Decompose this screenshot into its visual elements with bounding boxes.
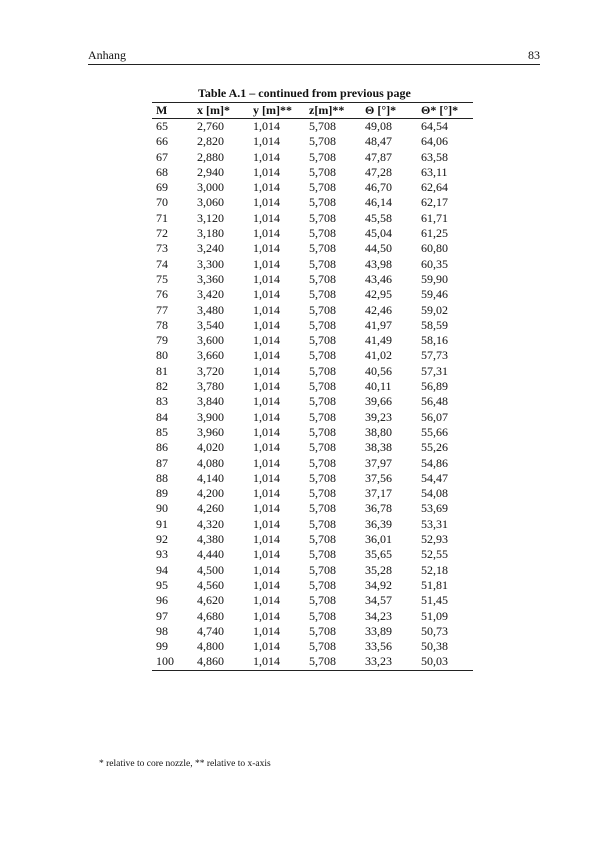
table-cell: 95 xyxy=(156,577,168,592)
table-cell: 4,860 xyxy=(197,654,224,669)
table-cell: 4,680 xyxy=(197,608,224,623)
table-cell: 34,57 xyxy=(365,593,392,608)
table-row xyxy=(152,379,473,394)
table-row xyxy=(152,318,473,333)
table-cell: 1,014 xyxy=(253,455,280,470)
table-cell: 5,708 xyxy=(309,639,336,654)
table-cell: 5,708 xyxy=(309,532,336,547)
table-cell: 100 xyxy=(156,654,174,669)
table-cell: 93 xyxy=(156,547,168,562)
table-cell: 51,81 xyxy=(421,577,448,592)
table-cell: 1,014 xyxy=(253,180,280,195)
table-cell: 5,708 xyxy=(309,241,336,256)
table-cell: 1,014 xyxy=(253,608,280,623)
table-cell: 4,620 xyxy=(197,593,224,608)
table-row xyxy=(152,226,473,241)
table-cell: 45,58 xyxy=(365,210,392,225)
table-cell: 4,260 xyxy=(197,501,224,516)
table-cell: 5,708 xyxy=(309,608,336,623)
table-cell: 5,708 xyxy=(309,226,336,241)
table-cell: 62,17 xyxy=(421,195,448,210)
table-row xyxy=(152,609,473,624)
table-body xyxy=(152,119,473,671)
table-cell: 94 xyxy=(156,562,168,577)
table-row xyxy=(152,333,473,348)
table-cell: 36,78 xyxy=(365,501,392,516)
table-row xyxy=(152,563,473,578)
table-cell: 4,800 xyxy=(197,639,224,654)
column-header-theta-star: Θ* [°]* xyxy=(421,103,459,117)
table-cell: 58,59 xyxy=(421,317,448,332)
table-cell: 33,23 xyxy=(365,654,392,669)
table-cell: 71 xyxy=(156,210,168,225)
table-cell: 3,840 xyxy=(197,394,224,409)
table-cell: 86 xyxy=(156,440,168,455)
table-cell: 1,014 xyxy=(253,317,280,332)
table-cell: 3,420 xyxy=(197,287,224,302)
table-cell: 5,708 xyxy=(309,501,336,516)
table-cell: 1,014 xyxy=(253,623,280,638)
table-cell: 3,240 xyxy=(197,241,224,256)
table-cell: 61,25 xyxy=(421,226,448,241)
table-cell: 47,87 xyxy=(365,149,392,164)
table-cell: 1,014 xyxy=(253,654,280,669)
table-cell: 2,880 xyxy=(197,149,224,164)
table-cell: 1,014 xyxy=(253,440,280,455)
table-cell: 4,740 xyxy=(197,623,224,638)
table-cell: 2,760 xyxy=(197,119,224,133)
table-cell: 97 xyxy=(156,608,168,623)
table-cell: 5,708 xyxy=(309,486,336,501)
table-cell: 41,97 xyxy=(365,317,392,332)
table-row xyxy=(152,532,473,547)
table-cell: 43,46 xyxy=(365,271,392,286)
table-cell: 78 xyxy=(156,317,168,332)
table-cell: 5,708 xyxy=(309,623,336,638)
table-cell: 1,014 xyxy=(253,333,280,348)
table-cell: 37,56 xyxy=(365,470,392,485)
table-cell: 66 xyxy=(156,134,168,149)
table-cell: 1,014 xyxy=(253,516,280,531)
table-cell: 1,014 xyxy=(253,256,280,271)
table-row xyxy=(152,425,473,440)
header-title: Anhang xyxy=(88,48,126,62)
table-cell: 34,92 xyxy=(365,577,392,592)
table-cell: 55,26 xyxy=(421,440,448,455)
table-row xyxy=(152,303,473,318)
table-cell: 40,11 xyxy=(365,379,392,394)
column-header-x: x [m]* xyxy=(197,103,230,117)
page-header xyxy=(88,48,540,65)
table-cell: 52,93 xyxy=(421,532,448,547)
table-cell: 63,11 xyxy=(421,164,448,179)
table-cell: 57,31 xyxy=(421,363,448,378)
table-cell: 50,03 xyxy=(421,654,448,669)
table-cell: 5,708 xyxy=(309,424,336,439)
table-cell: 80 xyxy=(156,348,168,363)
table-row xyxy=(152,195,473,210)
table-cell: 40,56 xyxy=(365,363,392,378)
table-row xyxy=(152,440,473,455)
table-cell: 4,560 xyxy=(197,577,224,592)
table-cell: 5,708 xyxy=(309,195,336,210)
table-cell: 39,23 xyxy=(365,409,392,424)
table-row xyxy=(152,150,473,165)
table-cell: 3,180 xyxy=(197,226,224,241)
table-row xyxy=(152,547,473,562)
table-row xyxy=(152,119,473,135)
table-cell: 33,89 xyxy=(365,623,392,638)
table-cell: 52,18 xyxy=(421,562,448,577)
table-cell: 46,14 xyxy=(365,195,392,210)
table-cell: 68 xyxy=(156,164,168,179)
table-cell: 1,014 xyxy=(253,562,280,577)
table-cell: 1,014 xyxy=(253,164,280,179)
table-cell: 61,71 xyxy=(421,210,448,225)
table-cell: 1,014 xyxy=(253,195,280,210)
table-caption: Table A.1 – continued from previous page xyxy=(198,86,411,100)
table-cell: 75 xyxy=(156,271,168,286)
table-row xyxy=(152,257,473,272)
table-cell: 46,70 xyxy=(365,180,392,195)
table-cell: 49,08 xyxy=(365,119,392,133)
table-cell: 67 xyxy=(156,149,168,164)
table-cell: 3,720 xyxy=(197,363,224,378)
table-cell: 1,014 xyxy=(253,302,280,317)
table-cell: 5,708 xyxy=(309,256,336,271)
column-header-theta: Θ [°]* xyxy=(365,103,397,117)
table-cell: 5,708 xyxy=(309,654,336,669)
table-cell: 5,708 xyxy=(309,394,336,409)
table-cell: 35,28 xyxy=(365,562,392,577)
table-cell: 98 xyxy=(156,623,168,638)
table-cell: 55,66 xyxy=(421,424,448,439)
table-cell: 52,55 xyxy=(421,547,448,562)
table-cell: 72 xyxy=(156,226,168,241)
table-header-row xyxy=(152,103,473,119)
table-cell: 1,014 xyxy=(253,363,280,378)
table-cell: 1,014 xyxy=(253,409,280,424)
table-row xyxy=(152,486,473,501)
table-cell: 69 xyxy=(156,180,168,195)
table-cell: 1,014 xyxy=(253,271,280,286)
table-cell: 5,708 xyxy=(309,562,336,577)
table-cell: 64,54 xyxy=(421,119,448,133)
table-cell: 5,708 xyxy=(309,119,336,133)
table-cell: 5,708 xyxy=(309,317,336,332)
table-cell: 45,04 xyxy=(365,226,392,241)
table-row xyxy=(152,241,473,256)
table-cell: 88 xyxy=(156,470,168,485)
table-cell: 65 xyxy=(156,119,168,133)
table-cell: 4,440 xyxy=(197,547,224,562)
table-row xyxy=(152,287,473,302)
table-cell: 5,708 xyxy=(309,440,336,455)
table-cell: 1,014 xyxy=(253,287,280,302)
table-cell: 3,900 xyxy=(197,409,224,424)
table-cell: 48,47 xyxy=(365,134,392,149)
table-cell: 63,58 xyxy=(421,149,448,164)
table-cell: 1,014 xyxy=(253,501,280,516)
table-cell: 56,48 xyxy=(421,394,448,409)
table-cell: 3,780 xyxy=(197,379,224,394)
table-cell: 3,600 xyxy=(197,333,224,348)
table-cell: 3,060 xyxy=(197,195,224,210)
table-cell: 3,960 xyxy=(197,424,224,439)
table-cell: 53,31 xyxy=(421,516,448,531)
table-cell: 54,47 xyxy=(421,470,448,485)
table-cell: 1,014 xyxy=(253,424,280,439)
table-cell: 5,708 xyxy=(309,379,336,394)
table-cell: 4,380 xyxy=(197,532,224,547)
table-row xyxy=(152,180,473,195)
table-cell: 60,80 xyxy=(421,241,448,256)
table-cell: 59,46 xyxy=(421,287,448,302)
table-cell: 1,014 xyxy=(253,639,280,654)
table-cell: 5,708 xyxy=(309,348,336,363)
table-row xyxy=(152,165,473,180)
table-cell: 3,540 xyxy=(197,317,224,332)
table-cell: 83 xyxy=(156,394,168,409)
table-cell: 4,200 xyxy=(197,486,224,501)
table-cell: 70 xyxy=(156,195,168,210)
table-cell: 62,64 xyxy=(421,180,448,195)
table-cell: 5,708 xyxy=(309,271,336,286)
table-cell: 1,014 xyxy=(253,486,280,501)
table-cell: 5,708 xyxy=(309,547,336,562)
table-cell: 5,708 xyxy=(309,363,336,378)
table-cell: 1,014 xyxy=(253,134,280,149)
table-cell: 51,45 xyxy=(421,593,448,608)
table-cell: 90 xyxy=(156,501,168,516)
table-row xyxy=(152,410,473,425)
table-cell: 50,73 xyxy=(421,623,448,638)
column-header-z: z[m]** xyxy=(309,103,345,117)
table-cell: 85 xyxy=(156,424,168,439)
table-cell: 81 xyxy=(156,363,168,378)
table-cell: 77 xyxy=(156,302,168,317)
table-cell: 5,708 xyxy=(309,470,336,485)
table-cell: 4,320 xyxy=(197,516,224,531)
table-cell: 5,708 xyxy=(309,210,336,225)
table-cell: 42,46 xyxy=(365,302,392,317)
data-table xyxy=(152,102,473,671)
table-cell: 1,014 xyxy=(253,394,280,409)
table-cell: 64,06 xyxy=(421,134,448,149)
table-cell: 5,708 xyxy=(309,134,336,149)
table-cell: 73 xyxy=(156,241,168,256)
table-cell: 1,014 xyxy=(253,149,280,164)
table-cell: 1,014 xyxy=(253,547,280,562)
table-row xyxy=(152,593,473,608)
page-number: 83 xyxy=(528,48,540,62)
table-row xyxy=(152,364,473,379)
table-cell: 38,80 xyxy=(365,424,392,439)
table-cell: 1,014 xyxy=(253,470,280,485)
table-cell: 57,73 xyxy=(421,348,448,363)
table-cell: 56,07 xyxy=(421,409,448,424)
table-cell: 51,09 xyxy=(421,608,448,623)
table-cell: 5,708 xyxy=(309,577,336,592)
table-cell: 1,014 xyxy=(253,593,280,608)
table-row xyxy=(152,471,473,486)
table-cell: 5,708 xyxy=(309,164,336,179)
table-row xyxy=(152,578,473,593)
table-cell: 5,708 xyxy=(309,149,336,164)
table-cell: 3,480 xyxy=(197,302,224,317)
table-cell: 5,708 xyxy=(309,333,336,348)
table-row xyxy=(152,456,473,471)
table-cell: 91 xyxy=(156,516,168,531)
table-cell: 3,300 xyxy=(197,256,224,271)
table-cell: 1,014 xyxy=(253,379,280,394)
table-row xyxy=(152,348,473,363)
table-cell: 5,708 xyxy=(309,180,336,195)
table-cell: 54,86 xyxy=(421,455,448,470)
table-cell: 41,02 xyxy=(365,348,392,363)
table-cell: 3,000 xyxy=(197,180,224,195)
table-cell: 5,708 xyxy=(309,287,336,302)
table-cell: 42,95 xyxy=(365,287,392,302)
table-cell: 3,120 xyxy=(197,210,224,225)
table-cell: 1,014 xyxy=(253,532,280,547)
table-cell: 53,69 xyxy=(421,501,448,516)
table-cell: 76 xyxy=(156,287,168,302)
table-cell: 5,708 xyxy=(309,516,336,531)
table-cell: 39,66 xyxy=(365,394,392,409)
table-cell: 3,660 xyxy=(197,348,224,363)
table-cell: 4,020 xyxy=(197,440,224,455)
table-cell: 47,28 xyxy=(365,164,392,179)
table-row xyxy=(152,517,473,532)
table-cell: 1,014 xyxy=(253,241,280,256)
table-cell: 38,38 xyxy=(365,440,392,455)
table-row xyxy=(152,272,473,287)
table-cell: 44,50 xyxy=(365,241,392,256)
table-cell: 3,360 xyxy=(197,271,224,286)
table-cell: 36,39 xyxy=(365,516,392,531)
table-cell: 89 xyxy=(156,486,168,501)
table-cell: 1,014 xyxy=(253,348,280,363)
table-cell: 37,17 xyxy=(365,486,392,501)
table-cell: 1,014 xyxy=(253,577,280,592)
table-cell: 4,500 xyxy=(197,562,224,577)
table-row xyxy=(152,394,473,409)
table-cell: 5,708 xyxy=(309,455,336,470)
table-cell: 4,140 xyxy=(197,470,224,485)
table-cell: 34,23 xyxy=(365,608,392,623)
table-cell: 37,97 xyxy=(365,455,392,470)
table-cell: 5,708 xyxy=(309,593,336,608)
table-cell: 5,708 xyxy=(309,302,336,317)
table-cell: 5,708 xyxy=(309,409,336,424)
table-cell: 82 xyxy=(156,379,168,394)
table-cell: 92 xyxy=(156,532,168,547)
table-cell: 1,014 xyxy=(253,119,280,133)
table-cell: 1,014 xyxy=(253,226,280,241)
table-cell: 50,38 xyxy=(421,639,448,654)
table-cell: 4,080 xyxy=(197,455,224,470)
table-row xyxy=(152,639,473,654)
table-row xyxy=(152,501,473,516)
table-cell: 35,65 xyxy=(365,547,392,562)
table-cell: 59,02 xyxy=(421,302,448,317)
table-cell: 74 xyxy=(156,256,168,271)
table-cell: 33,56 xyxy=(365,639,392,654)
table-cell: 36,01 xyxy=(365,532,392,547)
table-cell: 87 xyxy=(156,455,168,470)
table-cell: 58,16 xyxy=(421,333,448,348)
table-cell: 56,89 xyxy=(421,379,448,394)
table-cell: 2,940 xyxy=(197,164,224,179)
table-cell: 60,35 xyxy=(421,256,448,271)
table-cell: 99 xyxy=(156,639,168,654)
table-cell: 1,014 xyxy=(253,210,280,225)
table-cell: 2,820 xyxy=(197,134,224,149)
table-cell: 54,08 xyxy=(421,486,448,501)
table-cell: 43,98 xyxy=(365,256,392,271)
table-row xyxy=(152,624,473,639)
table-row xyxy=(152,654,473,670)
table-cell: 96 xyxy=(156,593,168,608)
table-row xyxy=(152,211,473,226)
footnote: * relative to core nozzle, ** relative to x-axis xyxy=(99,759,271,769)
table-cell: 84 xyxy=(156,409,168,424)
table-cell: 41,49 xyxy=(365,333,392,348)
column-header-y: y [m]** xyxy=(253,103,292,117)
table-cell: 59,90 xyxy=(421,271,448,286)
table-cell: 79 xyxy=(156,333,168,348)
table-row xyxy=(152,134,473,149)
column-header-m: M xyxy=(156,103,168,117)
